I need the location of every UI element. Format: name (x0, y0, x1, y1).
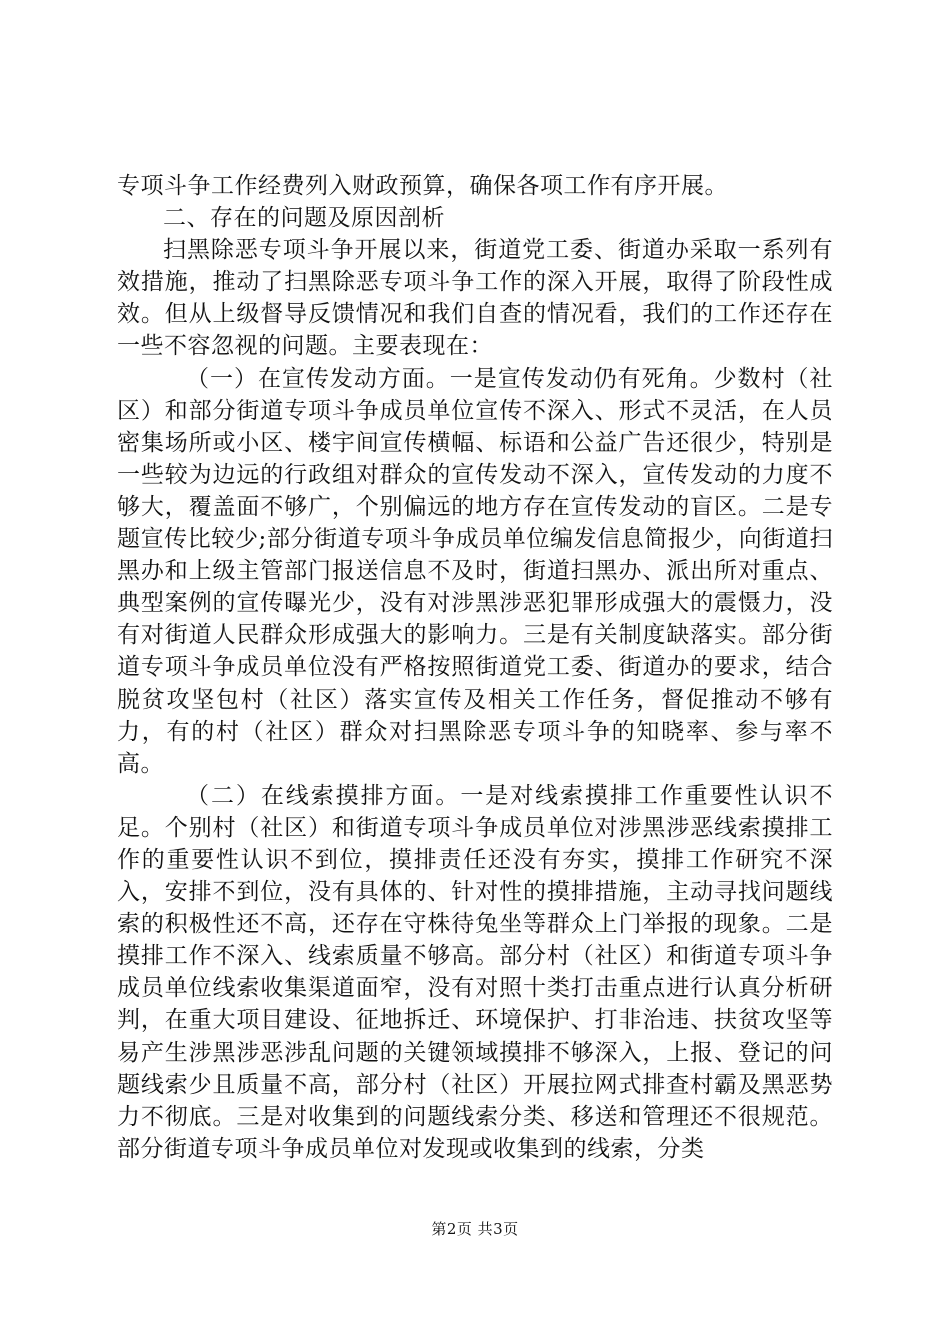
paragraph-continuation: 专项斗争工作经费列入财政预算，确保各项工作有序开展。 (117, 173, 728, 199)
paragraph-intro: 扫黑除恶专项斗争开展以来，街道党工委、街道办采取一系列有效措施，推动了扫黑除恶专项斗争工作的深入开展，取得了阶段性成效。但从上级督导反馈情况和我们自查的情况看，我们的工作还存在一些不容忽视的问题。主要表现在： (117, 237, 833, 360)
document-body (117, 170, 833, 1165)
section-heading: 二、存在的问题及原因剖析 (163, 205, 445, 232)
paragraph-clue-screening: （二）在线索摸排方面。一是对线索摸排工作重要性认识不足。个别村（社区）和街道专项斗争成员单位对涉黑涉恶线索摸排工作的重要性认识不到位，摸排责任还没有夯实，摸排工作研究不深入，安排不到位，没有具体的、针对性的摸排措施，主动寻找问题线索的积极性还不高，还存在守株待兔坐等群众上门举报的现象。二是摸排工作不深入、线索质量不够高。部分村（社区）和街道专项斗争成员单位线索收集渠道面窄，没有对照十类打击重点进行认真分析研判，在重大项目建设、征地拆迁、环境保护、打非治违、扶贫攻坚等易产生涉黑涉恶涉乱问题的关键领域摸排不够深入，上报、登记的问题线索少且质量不高，部分村（社区）开展拉网式排查村霸及黑恶势力不彻底。三是对收集到的问题线索分类、移送和管理还不很规范。部分街道专项斗争成员单位对发现或收集到的线索，分类 (117, 782, 833, 1162)
page-number-footer: 第2页 共3页 (431, 1220, 519, 1238)
paragraph-publicity: （一）在宣传发动方面。一是宣传发动仍有死角。少数村（社区）和部分街道专项斗争成员单位宣传不深入、形式不灵活，在人员密集场所或小区、楼宇间宣传横幅、标语和公益广告还很少，特别是一些较为边远的行政组对群众的宣传发动不深入，宣传发动的力度不够大，覆盖面不够广，个别偏远的地方存在宣传发动的盲区。二是专题宣传比较少;部分街道专项斗争成员单位编发信息简报少，向街道扫黑办和上级主管部门报送信息不及时，街道扫黑办、派出所对重点、典型案例的宣传曝光少，没有对涉黑涉恶犯罪形成强大的震慑力，没有对街道人民群众形成强大的影响力。三是有关制度缺落实。部分街道专项斗争成员单位没有严格按照街道党工委、街道办的要求，结合脱贫攻坚包村（社区）落实宣传及相关工作任务，督促推动不够有力，有的村（社区）群众对扫黑除恶专项斗争的知晓率、参与率不高。 (117, 365, 833, 777)
